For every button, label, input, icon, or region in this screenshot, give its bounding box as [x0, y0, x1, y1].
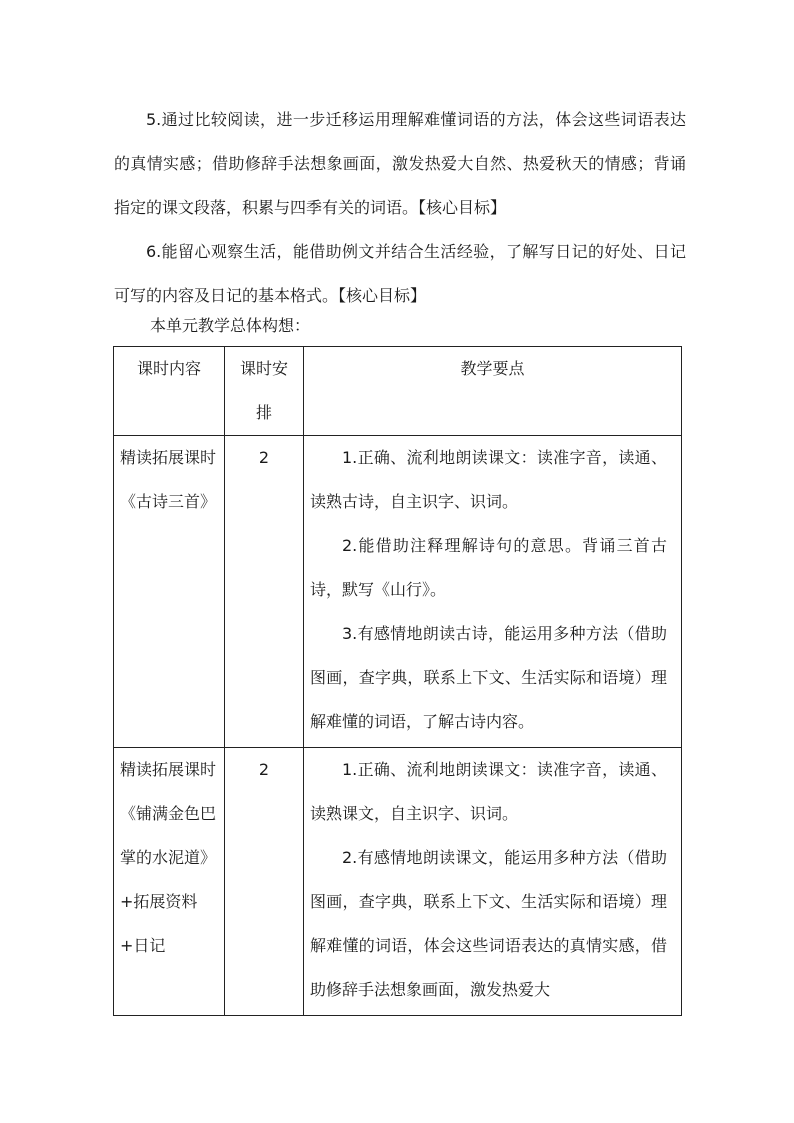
lesson-schedule-cell: 2	[225, 436, 304, 748]
teaching-point: 3.有感情地朗读古诗，能运用多种方法（借助图画，查字典，联系上下文、生活实际和语境）理解难懂的词语，了解古诗内容。	[310, 624, 667, 731]
table-row	[114, 436, 682, 748]
goal-5-paragraph: 5.通过比较阅读，进一步迁移运用理解难懂词语的方法，体会这些词语表达的真情实感；借助修辞手法想象画面，激发热爱大自然、热爱秋天的情感；背诵指定的课文段落，积累与四季有关的词语。【核心目标】	[114, 110, 686, 217]
header-lesson-schedule: 课时安排	[225, 347, 304, 436]
table-row	[114, 748, 682, 1016]
teaching-points-cell	[304, 436, 682, 748]
header-teaching-points: 教学要点	[304, 347, 682, 436]
table-header-row	[114, 347, 682, 436]
goal-6-paragraph: 6.能留心观察生活，能借助例文并结合生活经验，了解写日记的好处、日记可写的内容及日记的基本格式。【核心目标】	[114, 242, 686, 305]
lesson-content-cell: 精读拓展课时《古诗三首》	[114, 436, 225, 748]
header-lesson-content: 课时内容	[114, 347, 225, 436]
teaching-point: 2.有感情地朗读课文，能运用多种方法（借助图画，查字典，联系上下文、生活实际和语境）理解难懂的词语，体会这些词语表达的真情实感，借助修辞手法想象画面，激发热爱大	[310, 848, 667, 999]
lesson-schedule-cell: 2	[225, 748, 304, 1016]
teaching-plan-intro: 本单元教学总体构想：	[150, 316, 311, 335]
teaching-plan-table	[113, 346, 682, 1016]
teaching-point: 1.正确、流利地朗读课文：读准字音，读通、读熟课文，自主识字、识词。	[310, 760, 667, 823]
teaching-point: 1.正确、流利地朗读课文：读准字音，读通、读熟古诗，自主识字、识词。	[310, 448, 667, 511]
teaching-points-cell	[304, 748, 682, 1016]
teaching-point: 2.能借助注释理解诗句的意思。背诵三首古诗，默写《山行》。	[310, 536, 667, 599]
lesson-content-cell: 精读拓展课时《铺满金色巴掌的水泥道》+拓展资料+日记	[114, 748, 225, 1016]
